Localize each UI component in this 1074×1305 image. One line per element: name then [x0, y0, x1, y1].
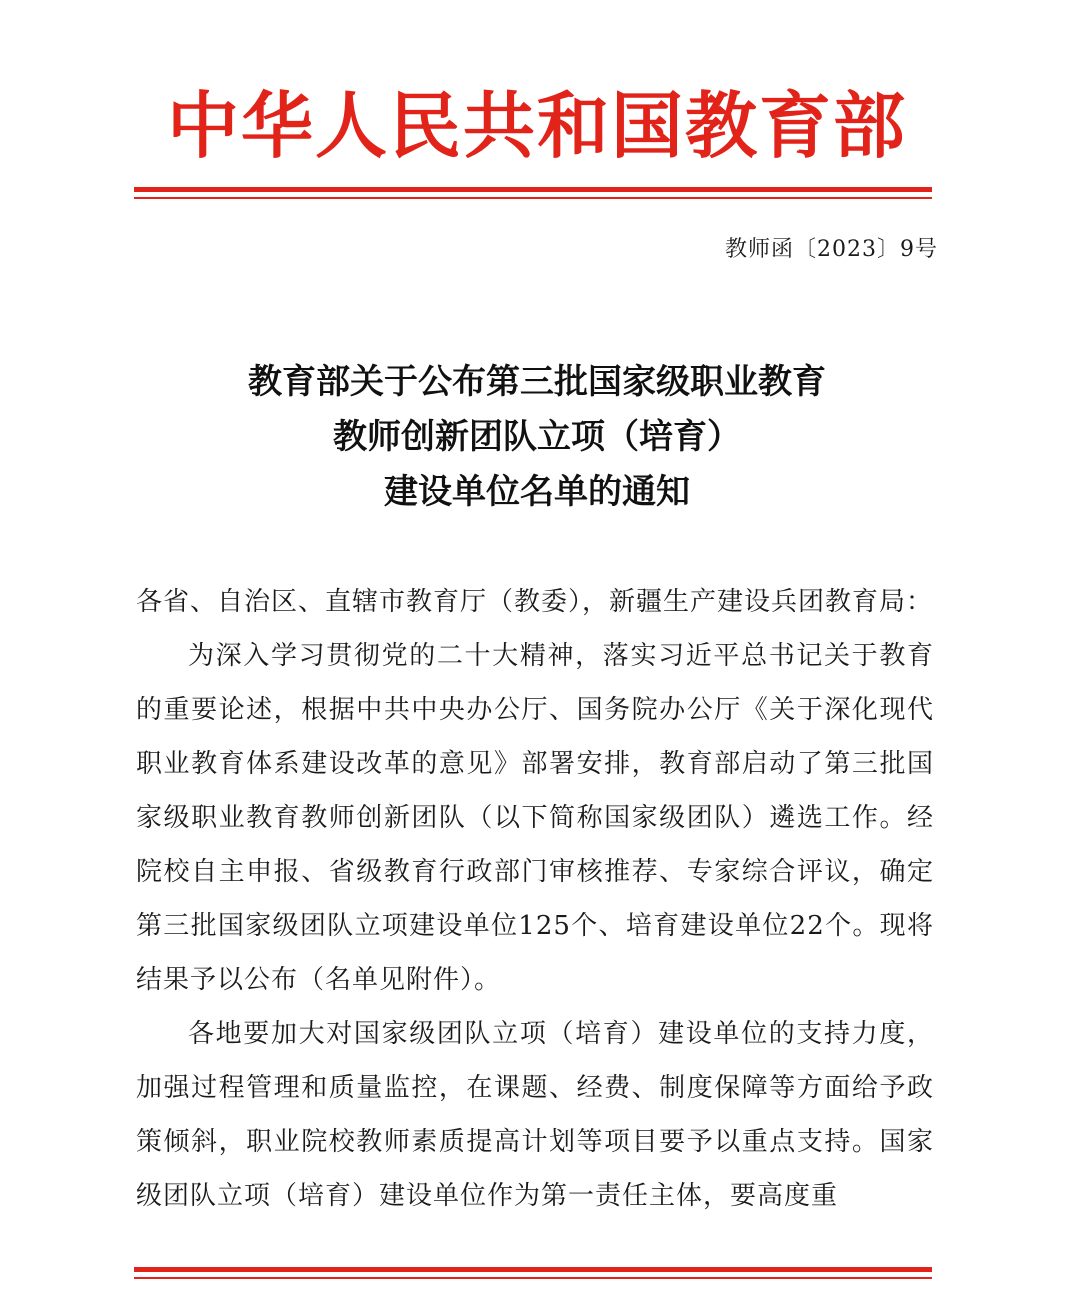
- footer-rule-thick: [134, 1267, 932, 1272]
- footer-rule-thin: [134, 1277, 932, 1279]
- title-line-1: 教育部关于公布第三批国家级职业教育: [248, 362, 826, 402]
- notice-body: [136, 575, 934, 1223]
- paragraph-2: 各地要加大对国家级团队立项（培育）建设单位的支持力度，加强过程管理和质量监控，在课题、经费、制度保障等方面给予政策倾斜，职业院校教师素质提高计划等项目要予以重点支持。国家级团队立项（培育）建设单位作为第一责任主体，要高度重: [136, 1019, 934, 1211]
- header-rule-thick: [134, 187, 932, 192]
- paragraph-1: 为深入学习贯彻党的二十大精神，落实习近平总书记关于教育的重要论述，根据中共中央办公厅、国务院办公厅《关于深化现代职业教育体系建设改革的意见》部署安排，教育部启动了第三批国家级职业教育教师创新团队（以下简称国家级团队）遴选工作。经院校自主申报、省级教育行政部门审核推荐、专家综合评议，确定第三批国家级团队立项建设单位125个、培育建设单位22个。现将结果予以公布（名单见附件）。: [136, 641, 934, 995]
- salutation: 各省、自治区、直辖市教育厅（教委），新疆生产建设兵团教育局：: [136, 587, 934, 617]
- title-line-2: 教师创新团队立项（培育）: [333, 417, 741, 457]
- header-rule-thin: [134, 197, 932, 199]
- title-line-3: 建设单位名单的通知: [384, 472, 690, 512]
- ministry-masthead: 中华人民共和国教育部: [166, 84, 907, 168]
- notice-title: [0, 355, 1074, 520]
- document-number: 教师函〔2023〕9号: [725, 237, 938, 262]
